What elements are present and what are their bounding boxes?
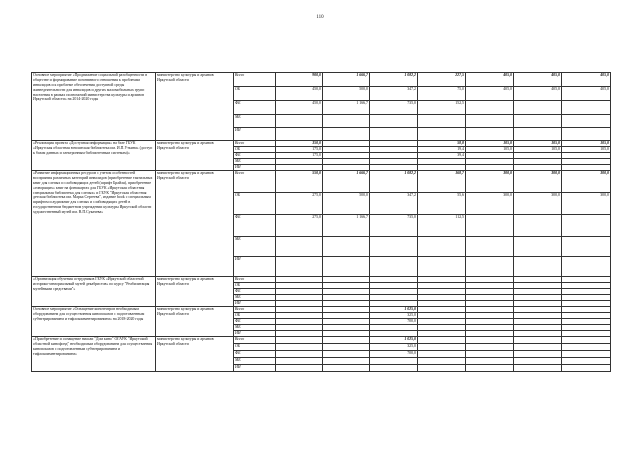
amount-cell: 350,0 — [276, 141, 323, 147]
amount-cell — [418, 257, 466, 277]
amount-cell: 1 666,7 — [323, 73, 370, 87]
amount-cell — [514, 115, 562, 128]
amount-cell — [323, 358, 370, 365]
amount-cell: 105,0 — [466, 147, 514, 153]
amount-cell — [514, 237, 562, 257]
funding-source: ОБ — [234, 193, 276, 215]
executor-cell: министерство культуры и архивов Иркутской области — [156, 277, 234, 307]
amount-cell — [323, 365, 370, 372]
amount-cell: 105,0 — [514, 141, 562, 147]
funding-source: Всего — [234, 307, 276, 313]
amount-cell: 300,0 — [514, 193, 562, 215]
amount-cell: 347,2 — [370, 193, 418, 215]
funding-source: Всего — [234, 73, 276, 87]
amount-cell — [562, 215, 611, 237]
amount-cell — [276, 128, 323, 141]
amount-cell: 700,0 — [370, 319, 418, 325]
amount-cell: 75,0 — [418, 87, 466, 101]
amount-cell: 300,0 — [514, 171, 562, 193]
amount-cell: 300,0 — [466, 193, 514, 215]
funding-source: МБ — [234, 325, 276, 331]
amount-cell — [276, 358, 323, 365]
table-row — [32, 337, 611, 344]
amount-cell — [466, 215, 514, 237]
amount-cell: 1 166,7 — [323, 101, 370, 115]
amount-cell — [370, 257, 418, 277]
amount-cell: 1 082,2 — [370, 171, 418, 193]
amount-cell: 405,0 — [466, 73, 514, 87]
amount-cell — [418, 337, 466, 344]
amount-cell — [276, 257, 323, 277]
amount-cell: 900,0 — [276, 73, 323, 87]
executor-cell: министерство культуры и архивов Иркутской области — [156, 73, 234, 141]
amount-cell — [323, 115, 370, 128]
funding-source: ИИ — [234, 301, 276, 307]
amount-cell: 550,0 — [276, 171, 323, 193]
amount-cell — [562, 115, 611, 128]
budget-table — [31, 72, 611, 372]
amount-cell: 500,0 — [323, 193, 370, 215]
funding-source: Всего — [234, 171, 276, 193]
funding-source: ФБ — [234, 319, 276, 325]
amount-cell — [514, 358, 562, 365]
amount-cell: 300,0 — [466, 171, 514, 193]
amount-cell — [370, 115, 418, 128]
funding-source: МБ — [234, 358, 276, 365]
amount-cell: 19,4 — [418, 147, 466, 153]
amount-cell — [562, 128, 611, 141]
funding-source: ИИ — [234, 331, 276, 337]
amount-cell — [466, 237, 514, 257]
amount-cell: 58,8 — [418, 141, 466, 147]
amount-cell — [323, 351, 370, 358]
amount-cell — [276, 115, 323, 128]
funding-source: ФБ — [234, 351, 276, 358]
amount-cell: 405,0 — [562, 73, 611, 87]
activity-description: «Организация обучения сотрудников ГБУК «Иркутской областной историко-мемориальный музей декабристов» по курсу "Реабилитация музейными средствами"» — [32, 277, 156, 307]
amount-cell — [370, 358, 418, 365]
amount-cell: 735,0 — [370, 101, 418, 115]
amount-cell: 300,0 — [562, 171, 611, 193]
amount-cell — [323, 128, 370, 141]
amount-cell — [323, 344, 370, 351]
amount-cell — [466, 365, 514, 372]
amount-cell: 175,0 — [276, 147, 323, 153]
amount-cell — [514, 351, 562, 358]
amount-cell: 500,0 — [323, 87, 370, 101]
amount-cell — [418, 358, 466, 365]
amount-cell — [514, 337, 562, 344]
funding-source: ОБ — [234, 313, 276, 319]
amount-cell — [466, 257, 514, 277]
amount-cell: 105,0 — [466, 141, 514, 147]
amount-cell: 405,0 — [562, 87, 611, 101]
amount-cell: 1 025,0 — [370, 337, 418, 344]
amount-cell — [276, 365, 323, 372]
funding-source: Всего — [234, 337, 276, 344]
amount-cell — [514, 257, 562, 277]
amount-cell — [514, 128, 562, 141]
amount-cell: 105,0 — [514, 147, 562, 153]
amount-cell — [562, 101, 611, 115]
funding-source: ИИ — [234, 365, 276, 372]
activity-description: «Реализация проекта «Доступная информация» на базе ГБУК «Иркутская областная юношеская библиотека им. И.П.Уткина» (доступ к базам данных и электронным библиотечным системам)» — [32, 141, 156, 171]
amount-cell — [466, 358, 514, 365]
amount-cell — [323, 337, 370, 344]
funding-source: ФБ — [234, 153, 276, 159]
amount-cell — [466, 344, 514, 351]
amount-cell: 105,0 — [562, 147, 611, 153]
amount-cell: 325,0 — [370, 313, 418, 319]
amount-cell: 227,5 — [418, 73, 466, 87]
amount-cell — [562, 257, 611, 277]
activity-description: «Развитие информационных ресурсов с учетом особенностей восприятия различных категорий инвалидов (приобретение тактильных книг для слепых и слабовидящих детей (шрифт Брайля), приобретение «говорящих» книг на флешкартах для ГБУК «Иркутская областная специальная библиотека для слепых» и ГБУК "Иркутская областная детская библиотека им. Марка Сергеева", издание book с специальным шрифтом и аудиокниг для слепых и слабовидящих детей в государственном бюджетном учреждении культуры Иркутской области художественный музей им. В.П.Сукачева» — [32, 171, 156, 277]
executor-cell: министерство культуры и архивов Иркутской области — [156, 171, 234, 277]
executor-cell: министерство культуры и архивов Иркутской области — [156, 141, 234, 171]
page-number: 110 — [316, 15, 324, 20]
amount-cell — [466, 115, 514, 128]
amount-cell: 325,0 — [370, 344, 418, 351]
funding-source: Всего — [234, 277, 276, 283]
amount-cell — [562, 365, 611, 372]
amount-cell: 1 666,7 — [323, 171, 370, 193]
amount-cell — [418, 128, 466, 141]
amount-cell: 175,0 — [276, 153, 323, 159]
amount-cell — [562, 237, 611, 257]
amount-cell — [418, 351, 466, 358]
activity-description: Основное мероприятие «Продвижение социальной разобщенности в обществе и формирование позитивного отношения к проблемам инвалидов и к проблеме обеспечения доступной среды жизнедеятельности для инвалидов и других маломобильных групп населения в рамках полномочий министерства культуры и архивов Иркутской области» на 2014-2020 годы — [32, 73, 156, 141]
activity-description: Основное мероприятие «Оснащение кинотеатров необходимым оборудованием для осуществления кинопоказов с подготовленным субтитрированием и тифлокомментированием» на 2018-2020 годы — [32, 307, 156, 337]
amount-cell: 347,2 — [370, 87, 418, 101]
amount-cell — [323, 237, 370, 257]
executor-cell: министерство культуры и архивов Иркутской области — [156, 307, 234, 337]
amount-cell: 700,0 — [370, 351, 418, 358]
table-row — [32, 171, 611, 193]
funding-source: МБ — [234, 159, 276, 165]
amount-cell — [276, 351, 323, 358]
amount-cell — [514, 215, 562, 237]
amount-cell: 55,6 — [418, 193, 466, 215]
amount-cell: 450,0 — [276, 101, 323, 115]
amount-cell — [370, 128, 418, 141]
funding-source: ОБ — [234, 147, 276, 153]
amount-cell — [276, 337, 323, 344]
amount-cell — [276, 344, 323, 351]
funding-source: ОБ — [234, 344, 276, 351]
amount-cell: 168,7 — [418, 171, 466, 193]
amount-cell: 105,0 — [562, 141, 611, 147]
amount-cell: 275,0 — [276, 215, 323, 237]
amount-cell — [418, 115, 466, 128]
executor-cell: министерство культуры и архивов Иркутской области — [156, 337, 234, 372]
amount-cell — [466, 101, 514, 115]
amount-cell — [562, 351, 611, 358]
amount-cell — [418, 237, 466, 257]
amount-cell: 112,5 — [418, 215, 466, 237]
amount-cell: 39,4 — [418, 153, 466, 159]
funding-source: МБ — [234, 237, 276, 257]
amount-cell — [323, 257, 370, 277]
amount-cell: 735,0 — [370, 215, 418, 237]
funding-source: ИИ — [234, 165, 276, 171]
amount-cell: 1 025,0 — [370, 307, 418, 313]
amount-cell — [514, 344, 562, 351]
funding-source: МБ — [234, 115, 276, 128]
funding-source: ФБ — [234, 101, 276, 115]
amount-cell — [562, 337, 611, 344]
amount-cell — [466, 337, 514, 344]
amount-cell — [370, 365, 418, 372]
amount-cell: 1 082,2 — [370, 73, 418, 87]
amount-cell: 405,0 — [514, 73, 562, 87]
funding-source: ОБ — [234, 283, 276, 289]
funding-source: ФБ — [234, 289, 276, 295]
amount-cell — [562, 344, 611, 351]
amount-cell — [418, 365, 466, 372]
amount-cell — [276, 237, 323, 257]
funding-source: ОБ — [234, 87, 276, 101]
funding-source: Всего — [234, 141, 276, 147]
amount-cell: 152,5 — [418, 101, 466, 115]
funding-source: ИИ — [234, 257, 276, 277]
amount-cell: 1 166,7 — [323, 215, 370, 237]
amount-cell: 450,0 — [276, 87, 323, 101]
amount-cell: 275,0 — [276, 193, 323, 215]
amount-cell — [370, 237, 418, 257]
funding-source: ИИ — [234, 128, 276, 141]
amount-cell — [514, 101, 562, 115]
amount-cell: 405,0 — [466, 87, 514, 101]
amount-cell — [466, 351, 514, 358]
funding-source: МБ — [234, 295, 276, 301]
activity-description: «Приобретение и оснащение ниасаи "Дом кино" ОГАУК "Иркутский областной кинофонд" необходимым оборудованием для осуществления кинопоказов с подготовленным субтитрированием и тифлокомментированием» — [32, 337, 156, 372]
amount-cell — [418, 344, 466, 351]
amount-cell: 300,0 — [562, 193, 611, 215]
amount-cell: 405,0 — [514, 87, 562, 101]
table-row — [32, 73, 611, 87]
amount-cell — [562, 358, 611, 365]
amount-cell — [466, 128, 514, 141]
amount-cell — [514, 365, 562, 372]
funding-source: ФБ — [234, 215, 276, 237]
